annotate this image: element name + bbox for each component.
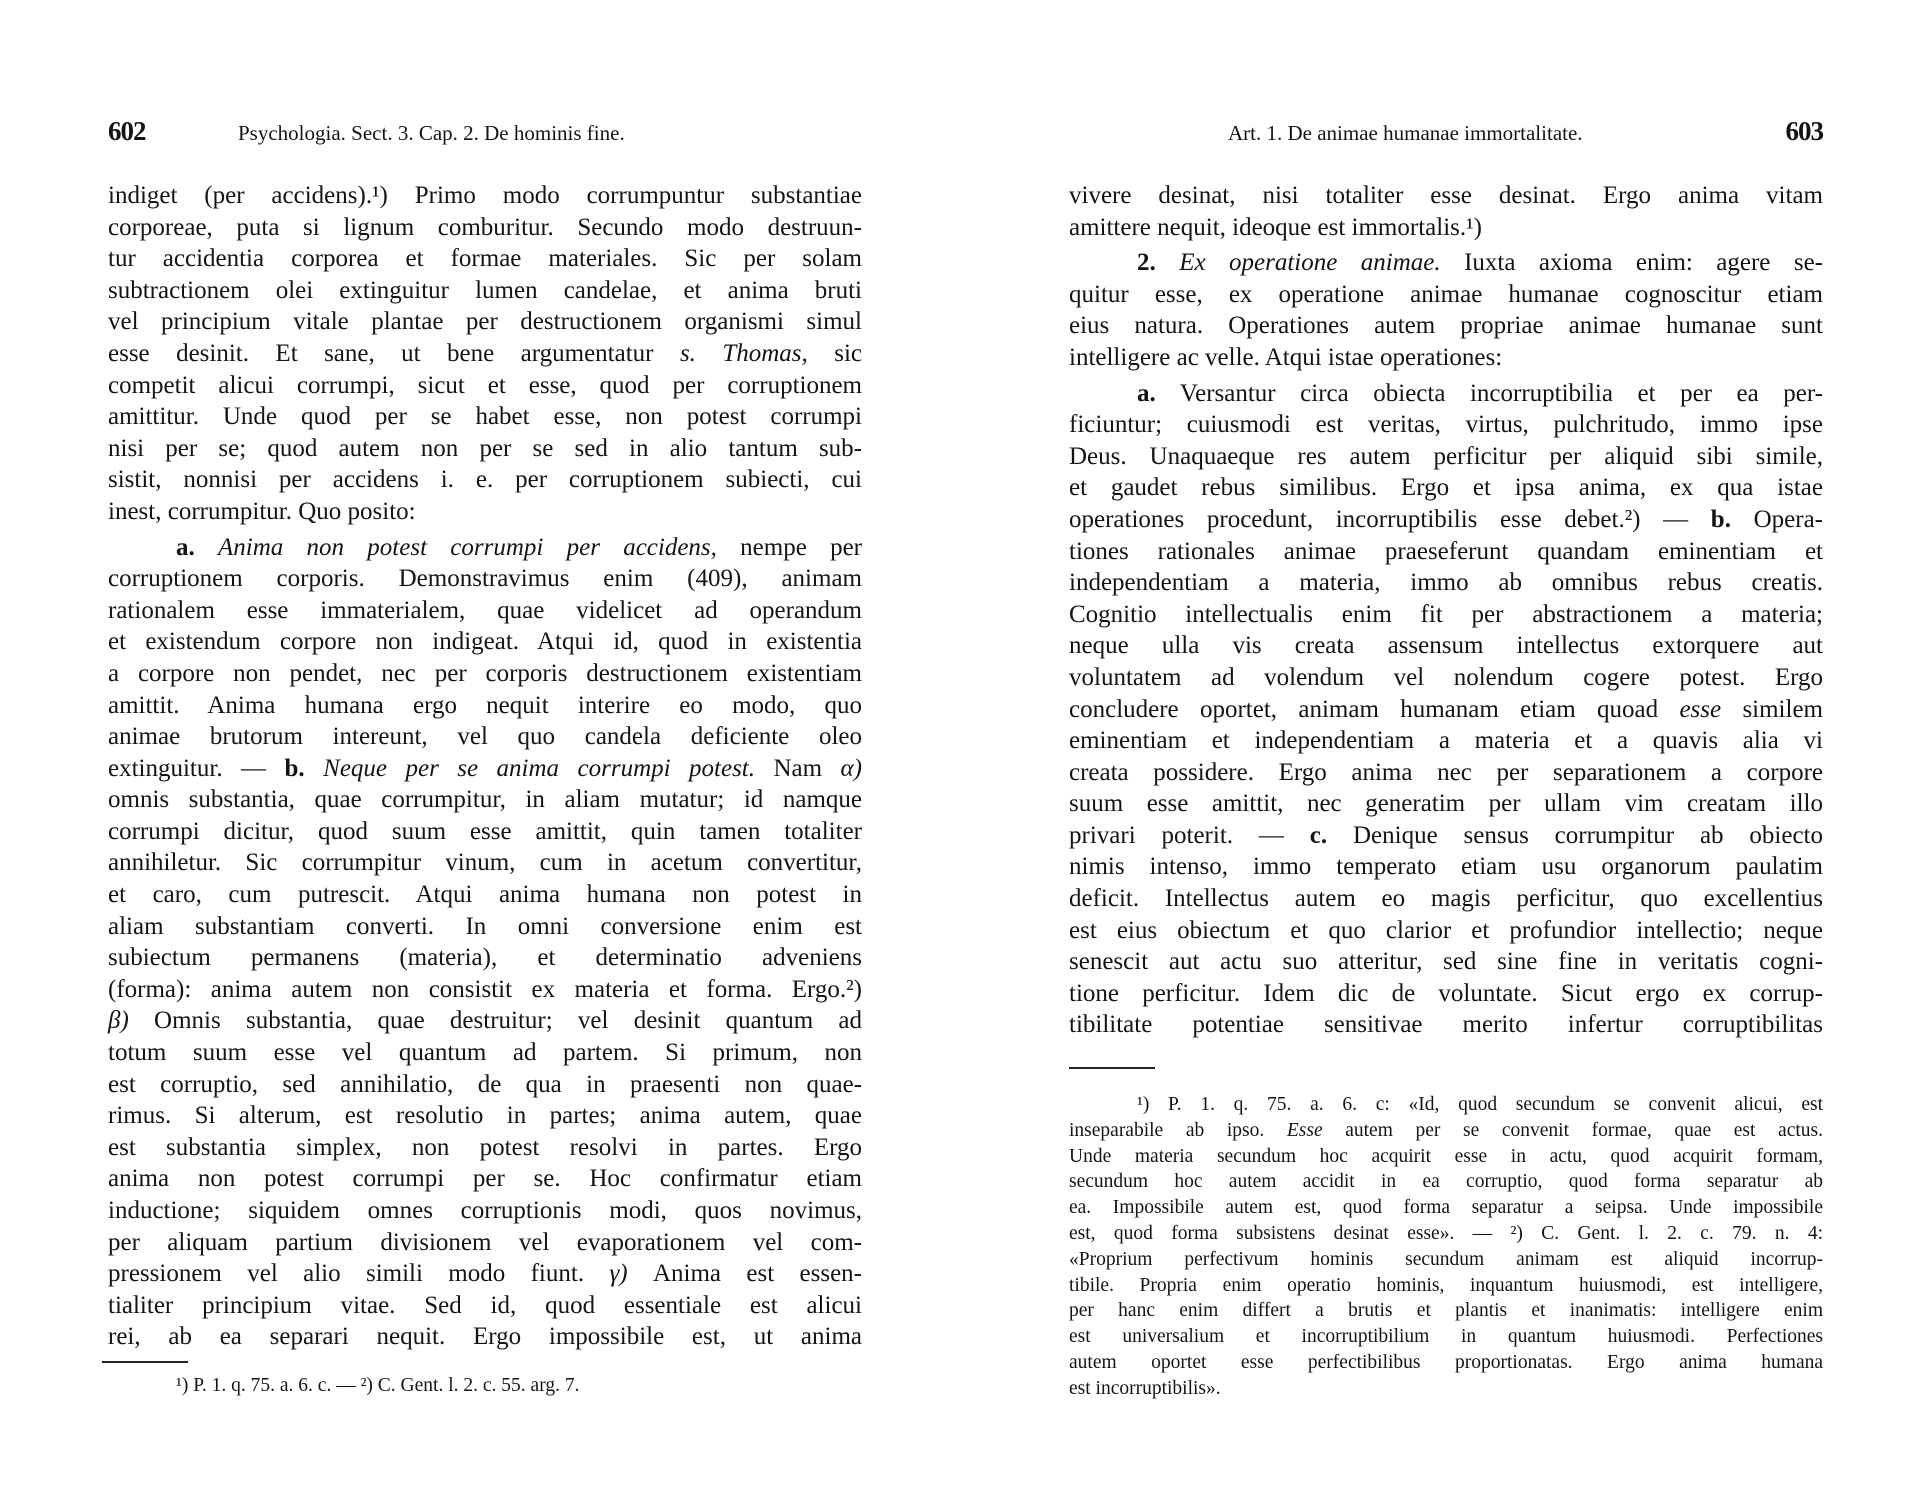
text-line <box>1069 409 1823 441</box>
text-line <box>1069 1247 1823 1273</box>
text-segment: subiectum permanens (materia), et determinatio adveniens <box>108 944 862 972</box>
text-line <box>108 1005 862 1037</box>
text-line <box>108 1163 862 1195</box>
running-head-title: Art. 1. De animae humanae immortalitate. <box>1228 121 1583 145</box>
text-line <box>108 911 862 943</box>
running-head-title: Psychologia. Sect. 3. Cap. 2. De hominis fine. <box>238 121 625 145</box>
text-segment: est corruptio, sed annihilatio, de qua in praesenti non quae- <box>108 1070 862 1098</box>
text-segment: concludere oportet, animam humanam etiam quoad <box>1069 695 1680 723</box>
text-segment: est, quod forma subsistens desinat esse». — ²) C. Gent. l. 2. c. 79. n. 4: <box>1069 1222 1823 1244</box>
text-segment: esse desinit. Et sane, ut bene argumentatur <box>108 339 680 367</box>
text-segment: rationalem esse immaterialem, quae videlicet ad operandum <box>108 596 862 624</box>
italic-text: α) <box>840 754 862 782</box>
text-line <box>1069 788 1823 820</box>
bold-label: a. <box>1137 379 1156 407</box>
text-segment: anima non potest corrumpi per se. Hoc confirmatur etiam <box>108 1165 862 1193</box>
text-segment: inductione; siquidem omnes corruptionis modi, quos novimus, <box>108 1197 862 1224</box>
text-segment: est incorruptibilis». <box>1069 1377 1221 1399</box>
text-segment: nempe per <box>716 533 862 561</box>
text-segment: et gaudet rebus similibus. Ergo et ipsa anima, ex qua istae <box>1069 474 1823 502</box>
italic-text: γ) <box>609 1260 628 1288</box>
text-line <box>108 847 862 879</box>
text-line <box>1069 725 1823 757</box>
text-line <box>108 1069 862 1101</box>
text-segment: rei, ab ea separari nequit. Ergo impossibile est, ut anima <box>108 1323 862 1351</box>
text-segment: ¹) P. 1. q. 75. a. 6. c: «Id, quod secundum se convenit alicui, est <box>1137 1094 1823 1115</box>
text-segment: autem oportet esse perfectibilibus proportionatas. Ergo anima humana <box>1069 1351 1823 1373</box>
text-line <box>108 563 862 595</box>
text-segment: nisi per se; quod autem non per se sed in alio tantum sub- <box>108 434 862 462</box>
text-line <box>1069 694 1823 726</box>
text-segment: neque ulla vis creata assensum intellectus extorquere aut <box>1069 632 1823 660</box>
text-line <box>108 942 862 974</box>
text-line <box>108 1132 862 1164</box>
text-line <box>1069 378 1823 410</box>
text-line <box>1069 1324 1823 1350</box>
bold-label: 2. <box>1137 249 1156 277</box>
text-line <box>108 1258 862 1290</box>
text-segment: tibile. Propria enim operatio hominis, inquantum huiusmodi, est intelligere, <box>1069 1274 1823 1296</box>
text-segment: quitur esse, ex operatione animae humanae cognoscitur etiam <box>1069 280 1823 308</box>
italic-text: β) <box>108 1007 129 1035</box>
text-line <box>1069 472 1823 504</box>
text-segment: corporeae, puta si lignum comburitur. Secundo modo destruun- <box>108 213 862 241</box>
text-segment: Denique sensus corrumpitur ab obiecto <box>1327 821 1823 849</box>
text-line <box>1069 599 1823 631</box>
text-line <box>1069 946 1823 978</box>
bold-label: b. <box>1710 505 1731 533</box>
text-segment: tiones rationales animae praeseferunt quandam eminentiam et <box>1069 537 1823 565</box>
italic-text: Esse <box>1286 1119 1323 1141</box>
text-line <box>108 626 862 658</box>
text-segment: rimus. Si alterum, est resolutio in partes; anima autem, quae <box>108 1102 862 1130</box>
text-line <box>1069 342 1823 374</box>
text-segment: est substantia simplex, non potest resolvi in partes. Ergo <box>108 1133 862 1161</box>
text-segment: corrumpi dicitur, quod suum esse amittit, quin tamen totaliter <box>108 817 862 845</box>
text-segment: ea. Impossibile autem est, quod forma separatur a seipsa. Unde impossibile <box>1069 1197 1823 1219</box>
text-segment: sistit, nonnisi per accidens i. e. per corruptionem subiecti, cui <box>108 466 862 494</box>
text-line <box>108 816 862 848</box>
text-segment: per aliquam partium divisionem vel evaporationem vel com- <box>108 1228 862 1256</box>
text-line <box>1069 915 1823 947</box>
text-line <box>108 721 862 753</box>
text-line <box>108 595 862 627</box>
text-line <box>108 1373 862 1399</box>
text-line <box>108 974 862 1006</box>
text-segment: nimis intenso, immo temperato etiam usu organorum paulatim <box>1069 853 1823 881</box>
text-line <box>1069 1195 1823 1221</box>
text-line <box>108 306 862 338</box>
bold-label: b. <box>284 754 305 782</box>
text-line <box>1069 441 1823 473</box>
text-segment: tibilitate potentiae sensitivae merito infertur corruptibilitas <box>1069 1011 1823 1039</box>
text-line <box>108 1037 862 1069</box>
text-line <box>1069 630 1823 662</box>
text-segment: annihiletur. Sic corrumpitur vinum, cum in acetum convertitur, <box>108 849 862 877</box>
text-line <box>1069 1376 1823 1402</box>
text-segment: eius natura. Operationes autem propriae animae humanae sunt <box>1069 312 1823 340</box>
text-line <box>108 753 862 785</box>
text-segment: omnis substantia, quae corrumpitur, in aliam mutatur; id namque <box>108 786 862 814</box>
text-segment: autem per se convenit formae, quae est actus. <box>1322 1119 1824 1141</box>
text-segment: Opera- <box>1730 505 1823 533</box>
text-segment: deficit. Intellectus autem eo magis perficitur, quo excellentius <box>1069 885 1823 913</box>
text-line <box>1069 212 1823 244</box>
text-segment: indiget (per accidens).¹) Primo modo corrumpuntur substantiae <box>108 182 862 209</box>
text-line <box>108 496 862 528</box>
text-segment: inseparabile ab ipso. <box>1069 1119 1287 1141</box>
text-segment: sic <box>807 339 862 367</box>
text-segment: Iuxta axioma enim: agere se- <box>1440 249 1824 277</box>
text-segment: creata possidere. Ergo anima nec per separationem a corpore <box>1069 758 1823 786</box>
text-line <box>1069 820 1823 852</box>
text-segment: «Proprium perfectivum hominis secundum animam est aliquid incorrup- <box>1069 1248 1823 1270</box>
text-line <box>108 212 862 244</box>
text-segment: et caro, cum putrescit. Atqui anima humana non potest in <box>108 881 862 909</box>
text-segment: privari poterit. — <box>1069 821 1310 849</box>
text-line <box>108 338 862 370</box>
text-segment: eminentiam et independentiam a materia et a quavis alia vi <box>1069 727 1823 755</box>
text-line <box>1069 1118 1823 1144</box>
text-segment: suum esse amittit, nec generatim per ullam vim creatam illo <box>1069 790 1823 818</box>
text-line <box>1069 757 1823 789</box>
text-line <box>1069 1144 1823 1170</box>
text-segment <box>305 755 323 782</box>
text-segment: totum suum esse vel quantum ad partem. Si primum, non <box>108 1039 862 1067</box>
italic-text: Ex operatione animae. <box>1179 249 1441 277</box>
text-line <box>108 532 862 564</box>
text-line <box>1069 1169 1823 1195</box>
text-segment: (forma): anima autem non consistit ex materia et forma. Ergo.²) <box>108 975 862 1003</box>
text-line <box>1069 883 1823 915</box>
footnote-rule <box>1069 1067 1155 1069</box>
text-segment: a corpore non pendet, nec per corporis destructionem existentiam <box>108 659 862 687</box>
text-line <box>108 243 862 275</box>
text-segment: Omnis substantia, quae destruitur; vel desinit quantum ad <box>128 1007 862 1035</box>
text-line <box>1069 978 1823 1010</box>
text-segment: per hanc enim differt a brutis et plantis et inanimatis: intelligere enim <box>1069 1300 1823 1322</box>
text-segment <box>1156 249 1179 276</box>
text-segment: secundum hoc autem accidit in ea corruptio, quod forma separatur ab <box>1069 1171 1823 1193</box>
text-segment: Cognitio intellectualis enim fit per abstractionem a materia; <box>1069 600 1823 628</box>
text-segment: est universalium et incorruptibilium in quantum huiusmodi. Perfectiones <box>1069 1326 1823 1348</box>
text-segment: amittitur. Unde quod per se habet esse, non potest corrumpi <box>108 403 862 431</box>
text-line <box>1069 1092 1823 1118</box>
text-line <box>108 401 862 433</box>
text-segment: corruptionem corporis. Demonstravimus enim (409), animam <box>108 565 862 593</box>
text-line <box>1069 662 1823 694</box>
text-line <box>108 464 862 496</box>
text-line <box>108 275 862 307</box>
text-segment: amittere nequit, ideoque est immortalis.¹) <box>1069 213 1482 241</box>
text-line <box>1069 567 1823 599</box>
text-line <box>1069 180 1823 212</box>
text-segment: ¹) P. 1. q. 75. a. 6. c. — ²) C. Gent. l. 2. c. 55. arg. 7. <box>176 1375 580 1396</box>
text-line <box>1069 1009 1823 1041</box>
text-line <box>1069 851 1823 883</box>
text-line <box>1069 1298 1823 1324</box>
text-line <box>1069 1273 1823 1299</box>
text-segment: senescit aut actu suo atteritur, sed sine fine in veritatis cogni- <box>1069 948 1823 976</box>
body-text <box>1069 180 1823 1041</box>
text-line <box>1069 1350 1823 1376</box>
page-number: 603 <box>1785 116 1823 146</box>
text-line <box>1069 536 1823 568</box>
text-segment: extinguitur. — <box>108 754 285 782</box>
text-segment: Nam <box>755 754 841 782</box>
text-segment: tialiter principium vitae. Sed id, quod essentiale est alicui <box>108 1291 862 1319</box>
text-segment: Versantur circa obiecta incorruptibilia et per ea per- <box>1155 379 1823 407</box>
text-segment: intelligere ac velle. Atqui istae operationes: <box>1069 343 1503 371</box>
footnotes <box>1069 1092 1823 1402</box>
bold-label: a. <box>176 533 195 561</box>
text-line <box>108 370 862 402</box>
text-segment: inest, corrumpitur. Quo posito: <box>108 497 416 525</box>
text-line <box>108 180 862 212</box>
text-segment: independentiam a materia, immo ab omnibus rebus creatis. <box>1069 569 1823 597</box>
text-segment: competit alicui corrumpi, sicut et esse, quod per corruptionem <box>108 371 862 399</box>
italic-text: Neque per se anima corrumpi potest. <box>323 754 756 782</box>
bold-label: c. <box>1309 821 1328 849</box>
text-segment: operationes procedunt, incorruptibilis esse debet.²) — <box>1069 505 1711 533</box>
text-segment: aliam substantiam converti. In omni conversione enim est <box>108 912 862 940</box>
text-segment: amittit. Anima humana ergo nequit interire eo modo, quo <box>108 691 862 719</box>
text-segment: et existendum corpore non indigeat. Atqui id, quod in existentia <box>108 628 862 656</box>
text-segment: Anima est essen- <box>627 1260 862 1288</box>
text-segment: animae brutorum intereunt, vel quo candela deficiente oleo <box>108 723 862 751</box>
text-segment: similem <box>1721 695 1823 723</box>
text-segment: subtractionem olei extinguitur lumen candelae, et anima bruti <box>108 276 862 304</box>
text-line <box>108 1290 862 1322</box>
text-line <box>1069 504 1823 536</box>
text-segment: vivere desinat, nisi totaliter esse desinat. Ergo anima vitam <box>1069 182 1823 209</box>
footnotes <box>108 1373 862 1399</box>
text-line <box>108 1227 862 1259</box>
text-line <box>1069 310 1823 342</box>
text-line <box>108 433 862 465</box>
text-line <box>108 1195 862 1227</box>
italic-text: s. Thomas, <box>679 339 808 367</box>
text-segment: est eius obiectum et quo clarior et profundior intellectio; neque <box>1069 916 1823 944</box>
text-line <box>108 879 862 911</box>
text-segment: tur accidentia corporea et formae materiales. Sic per solam <box>108 245 862 273</box>
text-segment: tione perficitur. Idem dic de voluntate. Sicut ergo ex corrup- <box>1069 979 1823 1007</box>
page-number: 602 <box>108 116 146 146</box>
text-segment: Unde materia secundum hoc acquirit esse in actu, quod acquirit formam, <box>1069 1145 1823 1167</box>
text-line <box>108 690 862 722</box>
text-line <box>1069 247 1823 279</box>
text-line <box>108 1100 862 1132</box>
text-segment: pressionem vel alio simili modo fiunt. <box>108 1260 610 1288</box>
text-line <box>108 1321 862 1353</box>
text-segment: Deus. Unaquaeque res autem perficitur per aliquid sibi simile, <box>1069 442 1823 470</box>
text-line <box>1069 279 1823 311</box>
body-text <box>108 180 862 1353</box>
running-head <box>108 116 862 150</box>
italic-text: Anima non potest corrumpi per accidens, <box>218 533 717 561</box>
text-line <box>108 784 862 816</box>
italic-text: esse <box>1679 695 1722 723</box>
footnote-rule <box>102 1361 188 1363</box>
text-segment <box>195 534 218 561</box>
text-segment: voluntatem ad volendum vel nolendum cogere potest. Ergo <box>1069 663 1823 691</box>
text-segment: vel principium vitale plantae per destructionem organismi simul <box>108 308 862 336</box>
text-line <box>108 658 862 690</box>
text-segment: ficiuntur; cuiusmodi est veritas, virtus, pulchritudo, immo ipse <box>1069 411 1823 439</box>
text-line <box>1069 1221 1823 1247</box>
running-head <box>1069 116 1823 150</box>
